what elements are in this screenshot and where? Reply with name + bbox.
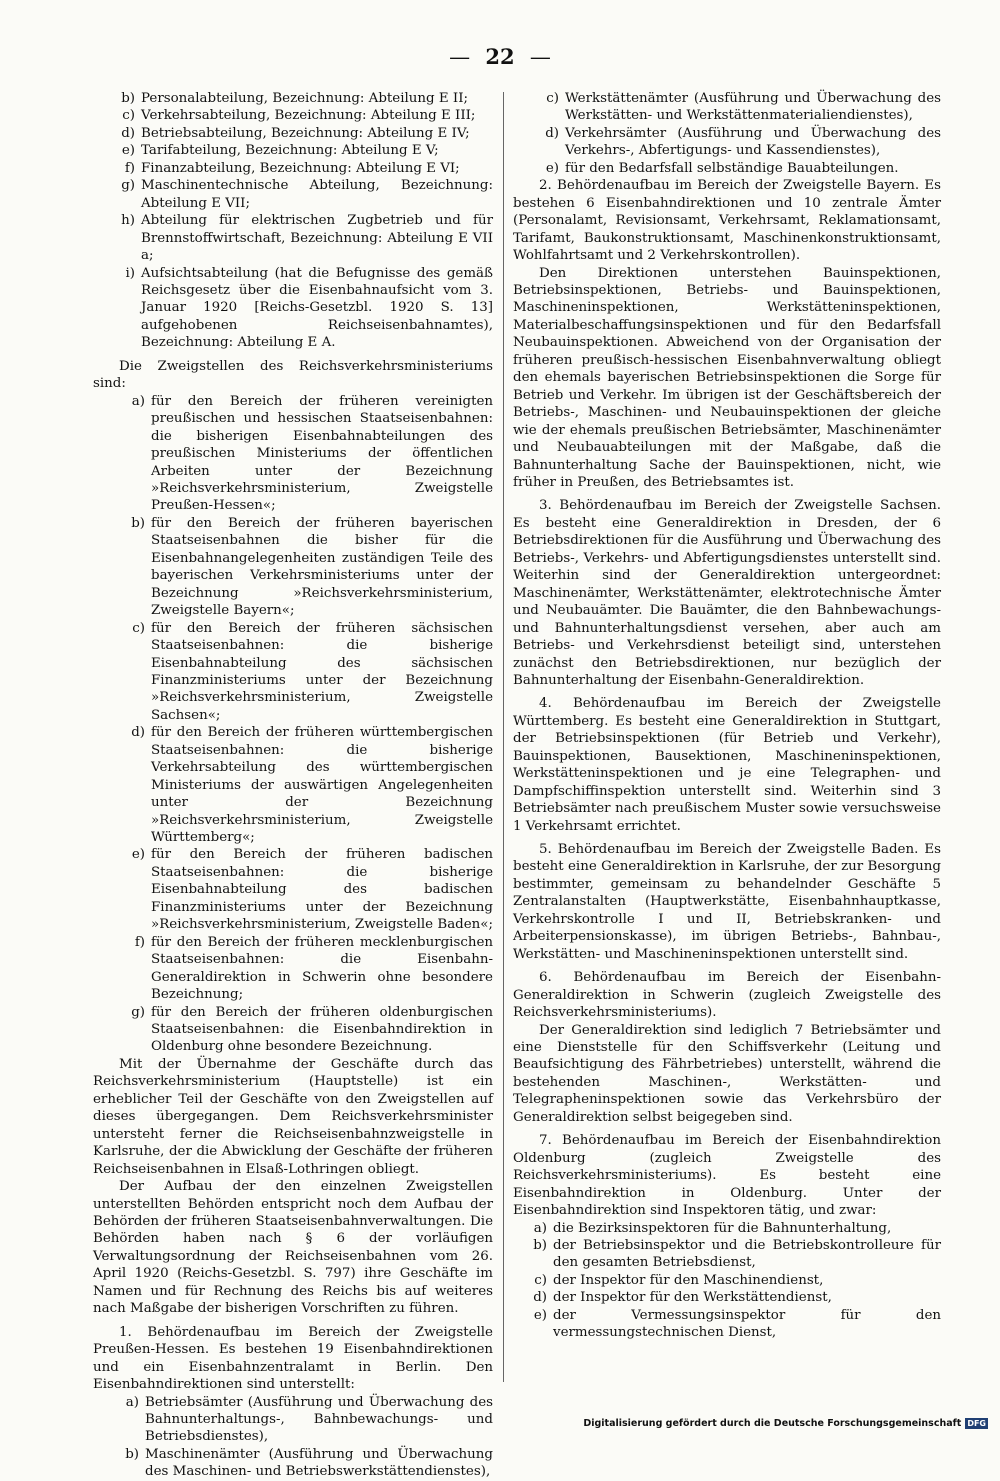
- zweigstellen-list: [93, 393, 493, 1056]
- list-label: c): [546, 91, 559, 106]
- paragraph-oldenburg: 7. Behördenaufbau im Bereich der Eisenbahndirektion Oldenburg (zugleich Zweigstelle des Reichsverkehrsministeriums). Es besteht eine Eisenbahndirektion in Oldenburg. Unter der Eisenbahndirektion sind Inspektoren tätig, und zwar:: [513, 1133, 941, 1219]
- list-item: [513, 1237, 941, 1272]
- list-item: [513, 160, 941, 177]
- list-label: c): [122, 108, 135, 124]
- column-divider: [503, 92, 504, 1382]
- list-label: f): [134, 934, 145, 950]
- list-item: [93, 90, 493, 107]
- digitization-footer: [583, 1418, 988, 1429]
- list-text: Betriebsämter (Ausführung und Überwachung des Bahnunterhaltungs-, Bahnbewachungs- und Betriebsdienstes),: [145, 1394, 493, 1445]
- list-text: Verkehrsämter (Ausführung und Überwachung des Verkehrs-, Abfertigungs- und Kassendienstes),: [565, 125, 941, 159]
- list-text: für den Bereich der früheren württembergischen Staatseisenbahnen: die bisherige Verkehrsabteilung des württembergischen Ministeriums der auswärtigen Angelegenheiten unter der Bezeichnung »Reichsverkehrsministerium, Zweigstelle Württemberg«;: [151, 725, 493, 846]
- list-label: e): [121, 143, 135, 159]
- list-item: [513, 1307, 941, 1342]
- list-item: [513, 1289, 941, 1306]
- list-item: [93, 177, 493, 212]
- list-label: d): [121, 125, 135, 141]
- oldenburg-inspektoren-list: [513, 1220, 941, 1342]
- list-text: für den Bereich der früheren sächsischen Staatseisenbahnen: die bisherige Eisenbahnabteilung des sächsischen Finanzministeriums unter der Bezeichnung »Reichsverkehrsministerium, Zweigstelle Sachsen«;: [151, 620, 493, 723]
- list-label: g): [121, 178, 135, 194]
- list-label: b): [121, 91, 135, 106]
- list-item: [93, 265, 493, 352]
- list-text: für den Bereich der früheren oldenburgischen Staatseisenbahnen: die Eisenbahndirektion in Oldenburg ohne besondere Bezeichnung.: [151, 1004, 493, 1055]
- zweigstellen-intro: Die Zweigstellen des Reichsverkehrsministeriums sind:: [93, 358, 493, 392]
- paragraph-preussen-hessen: 1. Behördenaufbau im Bereich der Zweigstelle Preußen-Hessen. Es bestehen 19 Eisenbahndirektionen und ein Eisenbahnzentralamt in Berlin. Den Eisenbahndirektionen sind unterstellt:: [93, 1324, 493, 1393]
- list-item: [93, 515, 493, 620]
- list-item: [513, 90, 941, 125]
- list-text: Aufsichtsabteilung (hat die Befugnisse des gemäß Reichsgesetz über die Eisenbahnaufsicht vom 3. Januar 1920 [Reichs-Gesetzbl. 1920 S. 13] aufgehobenen Reichseisenbahnamtes), Bezeichnung: Abteilung E A.: [141, 265, 493, 351]
- dfg-logo-icon: DFG: [967, 1419, 986, 1428]
- footer-text: Digitalisierung gefördert durch die Deutsche Forschungsgemeinschaft: [583, 1418, 962, 1429]
- list-item: [93, 724, 493, 846]
- page-number-line: [0, 44, 1000, 69]
- list-item: [93, 393, 493, 515]
- page-number: 22: [485, 44, 515, 69]
- list-text: der Vermessungsinspektor für den vermessungstechnischen Dienst,: [553, 1307, 941, 1341]
- paragraph-uebernahme: Mit der Übernahme der Geschäfte durch das Reichsverkehrsministerium (Hauptstelle) ist ein erheblicher Teil der Geschäfte von den Zweigstellen auf dieses übergegangen. Dem Reichsverkehrsminister untersteht ferner die Reichseisenbahnzweigstelle in Karlsruhe, der die Abwicklung der Geschäfte der früheren Reichseisenbahnen in Elsaß-Lothringen obliegt.: [93, 1056, 493, 1177]
- list-item: [513, 1220, 941, 1237]
- list-text: Verkehrsabteilung, Bezeichnung: Abteilung E III;: [141, 108, 476, 124]
- list-label: i): [125, 265, 135, 281]
- list-item: [93, 1004, 493, 1056]
- list-label: a): [533, 1220, 547, 1236]
- list-label: b): [533, 1238, 547, 1253]
- paragraph-wuerttemberg: 4. Behördenaufbau im Bereich der Zweigstelle Württemberg. Es besteht eine Generaldirektion in Stuttgart, der Betriebsinspektionen (für Betrieb und Verkehr), Bauinspektionen, Bausektionen, Maschineninspektionen, Werkstätteninspektionen und je eine Telegraphen- und Dampfschiffinspektion unterstellt sind. Weiterhin sind 3 Betriebsämter nach preußischem Muster sowie versuchsweise 1 Verkehrsamt errichtet.: [513, 696, 941, 834]
- list-text: der Inspektor für den Maschinendienst,: [553, 1272, 824, 1288]
- abteilungen-list: [93, 90, 493, 352]
- list-label: e): [131, 847, 145, 863]
- list-label: f): [124, 160, 135, 176]
- page-number-dash-right: —: [529, 45, 551, 69]
- list-item: [93, 934, 493, 1004]
- list-label: b): [125, 1446, 139, 1462]
- page-number-dash-left: —: [449, 45, 471, 69]
- right-column: [513, 90, 941, 1342]
- list-text: Maschinentechnische Abteilung, Bezeichnung: Abteilung E VII;: [141, 178, 493, 211]
- list-label: c): [534, 1272, 547, 1288]
- paragraph-sachsen: 3. Behördenaufbau im Bereich der Zweigstelle Sachsen. Es besteht eine Generaldirektion in Dresden, der 6 Betriebsdirektionen für die Ausführung und Überwachung des Betriebs-, Verkehrs- und Abfertigungsdienstes unterstellt sind. Weiterhin sind der Generaldirektion untergeordnet: Maschinenämter, Werkstättenämter, elektrotechnische Ämter und Neubauämter. Die Bauämter, die den Bahnbewachungs- und Bahnunterhaltungsdienst versehen, aber auch am Betriebs- und Verkehrsdienst beteiligt sind, unterstehen zunächst den Betriebsdirektionen, nur bezüglich der Bahnunterhaltung der Eisenbahn-Generaldirektion.: [513, 498, 941, 688]
- paragraph-schwerin-generaldirektion: Der Generaldirektion sind lediglich 7 Betriebsämter und eine Dienststelle für den Schiffsverkehr (Leitung und Beaufsichtigung des Fährbetriebes) unterstellt, während die bestehenden Maschinen-, Werkstätten- und Telegrapheninspektionen sowie das Verkehrsbüro der Generaldirektion selbst beigegeben sind.: [513, 1022, 941, 1125]
- list-label: a): [131, 393, 145, 409]
- list-label: a): [125, 1394, 139, 1410]
- left-column: [93, 90, 493, 1481]
- paragraph-aufbau: Der Aufbau der den einzelnen Zweigstellen unterstellten Behörden entspricht noch dem Aufbau der Behörden der früheren Staatseisenbahnverwaltungen. Die Behörden haben nach § 6 der vorläufigen Verwaltungsordnung der Reichseisenbahnen vom 26. April 1920 (Reichs-Gesetzbl. S. 797) ihre Geschäfte im Namen und für Rechnung des Reichs bis auf weiteres nach Maßgabe der bisherigen Vorschriften zu führen.: [93, 1179, 493, 1317]
- list-item: [93, 620, 493, 725]
- list-item: [93, 125, 493, 142]
- paragraph-baden: 5. Behördenaufbau im Bereich der Zweigstelle Baden. Es besteht eine Generaldirektion in Karlsruhe, der zur Besorgung bestimmter, gemeinsam zu behandelnder Geschäfte 5 Zentralanstalten (Hauptwerkstätte, Eisenbahnhauptkasse, Verkehrskontrolle I und II, Betriebskranken- und Arbeiterpensionskasse), im übrigen Betriebs-, Bahnbau-, Werkstätten- und Maschineninspektionen unterstellt sind.: [513, 842, 941, 962]
- list-label: d): [533, 1290, 547, 1306]
- list-text: die Bezirksinspektoren für die Bahnunterhaltung,: [553, 1220, 892, 1236]
- list-text: Finanzabteilung, Bezeichnung: Abteilung E VI;: [141, 160, 460, 176]
- list-label: c): [132, 620, 145, 636]
- list-text: der Inspektor für den Werkstättendienst,: [553, 1290, 832, 1306]
- list-item: [93, 846, 493, 933]
- list-text: Personalabteilung, Bezeichnung: Abteilung E II;: [141, 91, 468, 106]
- list-label: e): [545, 160, 559, 176]
- paragraph-bayern: 2. Behördenaufbau im Bereich der Zweigstelle Bayern. Es bestehen 6 Eisenbahndirektionen und 10 zentrale Ämter (Personalamt, Revisionsamt, Verkehrsamt, Reklamationsamt, Tarifamt, Baukonstruktionsamt, Maschinenkonstruktionsamt, Wohlfahrtsamt und 2 Verkehrskontrollen).: [513, 178, 941, 264]
- list-text: Werkstättenämter (Ausführung und Überwachung des Werkstätten- und Werkstättenmaterialiendienstes),: [565, 91, 941, 124]
- list-text: Betriebsabteilung, Bezeichnung: Abteilung E IV;: [141, 125, 470, 141]
- paragraph-schwerin: 6. Behördenaufbau im Bereich der Eisenbahn-Generaldirektion in Schwerin (zugleich Zweigstelle des Reichsverkehrsministeriums).: [513, 970, 941, 1021]
- list-item: [93, 142, 493, 159]
- list-text: für den Bedarfsfall selbständige Bauabteilungen.: [565, 160, 899, 176]
- list-label: d): [545, 125, 559, 141]
- list-item: [513, 1272, 941, 1289]
- list-label: g): [131, 1004, 145, 1020]
- list-label: d): [131, 725, 145, 741]
- list-text: für den Bereich der früheren bayerischen Staatseisenbahnen die bisher für die Eisenbahnangelegenheiten zuständigen Teile des bayerischen Verkehrsministeriums unter der Bezeichnung »Reichsverkehrsministerium, Zweigstelle Bayern«;: [151, 515, 493, 619]
- list-item: [93, 212, 493, 264]
- list-label: e): [533, 1307, 547, 1323]
- list-text: für den Bereich der früheren badischen Staatseisenbahnen: die bisherige Eisenbahnabteilung des badischen Finanzministeriums unter der Bezeichnung »Reichsverkehrsministerium, Zweigstelle Baden«;: [151, 847, 494, 933]
- preussen-aemter-list: [93, 1394, 493, 1481]
- list-item: [93, 107, 493, 124]
- list-item: [513, 125, 941, 160]
- paragraph-bayern-inspektionen: Den Direktionen unterstehen Bauinspektionen, Betriebsinspektionen, Betriebs- und Bauinspektionen, Maschineninspektionen, Werkstätteninspektionen, Materialbeschaffungsinspektionen und für den Bedarfsfall Neubauinspektionen. Abweichend von der Organisation der früheren preußisch-hessischen Eisenbahnverwaltung obliegt den ehemals bayerischen Betriebsinspektionen die Sorge für Betrieb und Verkehr. Im übrigen ist der Geschäftsbereich der Betriebs-, Maschinen- und Neubauinspektionen der gleiche wie der ehemals preußischen Betriebsämter, Maschinenämter und Neubauabteilungen mit der Maßgabe, daß die Bahnunterhaltung Sache der Bauinspektionen, nicht, wie früher in Preußen, des Betriebsamtes ist.: [513, 265, 941, 490]
- list-item: [93, 1394, 493, 1446]
- list-label: h): [121, 213, 135, 229]
- list-text: Maschinenämter (Ausführung und Überwachung des Maschinen- und Betriebswerkstättendienstes),: [145, 1446, 493, 1480]
- preussen-aemter-list-continued: [513, 90, 941, 177]
- list-item: [93, 160, 493, 177]
- list-text: Abteilung für elektrischen Zugbetrieb und für Brennstoffwirtschaft, Bezeichnung: Abteilung E VII a;: [141, 213, 493, 264]
- list-item: [93, 1446, 493, 1481]
- list-text: Tarifabteilung, Bezeichnung: Abteilung E V;: [141, 143, 439, 159]
- list-text: der Betriebsinspektor und die Betriebskontrolleure für den gesamten Betriebsdienst,: [553, 1238, 941, 1271]
- list-text: für den Bereich der früheren vereinigten preußischen und hessischen Staatseisenbahnen: die bisherigen Eisenbahnabteilungen des preußischen Ministeriums der öffentlichen Arbeiten unter der Bezeichnung »Reichsverkehrsministerium, Zweigstelle Preußen-Hessen«;: [151, 393, 493, 514]
- list-label: b): [131, 515, 145, 531]
- list-text: für den Bereich der früheren mecklenburgischen Staatseisenbahnen: die Eisenbahn-Generaldirektion in Schwerin ohne besondere Bezeichnung;: [151, 934, 493, 1003]
